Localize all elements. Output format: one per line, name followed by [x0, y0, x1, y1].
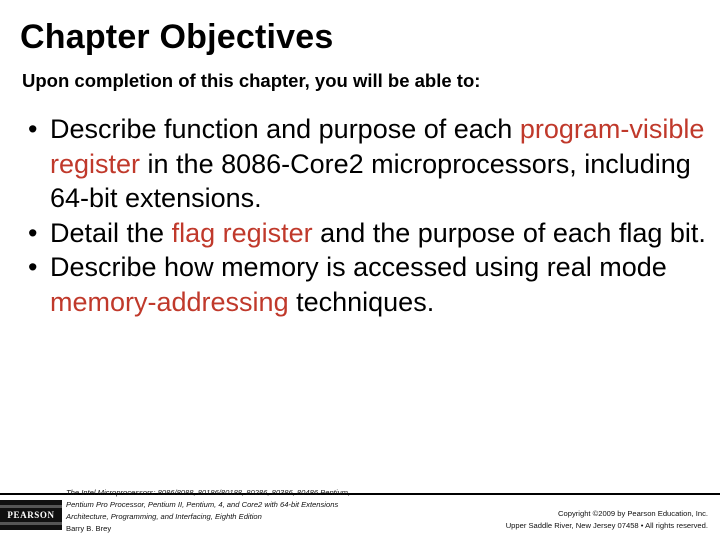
publisher-logo	[0, 500, 62, 530]
book-title-line: Architecture, Programming, and Interfacing, Eighth Edition	[66, 512, 262, 521]
book-citation	[66, 487, 396, 535]
book-author: Barry B. Brey	[66, 524, 112, 533]
objective-text: and the purpose of each flag bit.	[312, 217, 706, 248]
copyright-notice	[408, 508, 708, 532]
objective-item	[28, 112, 708, 216]
objective-text: techniques.	[288, 286, 435, 317]
book-title-line: Pentium Pro Processor, Pentium II, Pentium, 4, and Core2 with 64-bit Extensions	[66, 500, 339, 509]
objective-text: Describe how memory is accessed using real mode	[50, 252, 667, 282]
objective-item	[28, 250, 708, 319]
objective-list	[28, 112, 708, 319]
highlight-term: program-visible register	[50, 114, 705, 179]
book-title-line: The Intel Microprocessors: 8086/8088, 80186/80188, 80286, 80386, 80486 Pentium,	[66, 488, 351, 497]
objective-text: Detail the	[50, 217, 172, 248]
copyright-line: Upper Saddle River, New Jersey 07458 • All rights reserved.	[505, 521, 708, 530]
objective-text: Describe function and purpose of each	[50, 114, 520, 144]
highlight-term: flag register	[171, 217, 313, 248]
objective-item	[28, 216, 708, 251]
copyright-line: Copyright ©2009 by Pearson Education, Inc.	[558, 509, 708, 518]
publisher-logo-text: PEARSON	[7, 510, 55, 520]
slide-title: Chapter Objectives	[20, 18, 334, 56]
objective-text: in the 8086-Core2 microprocessors, including 64-bit extensions.	[50, 148, 691, 213]
slide-subtitle: Upon completion of this chapter, you will be able to:	[22, 70, 481, 91]
highlight-term: memory-addressing	[50, 286, 289, 317]
